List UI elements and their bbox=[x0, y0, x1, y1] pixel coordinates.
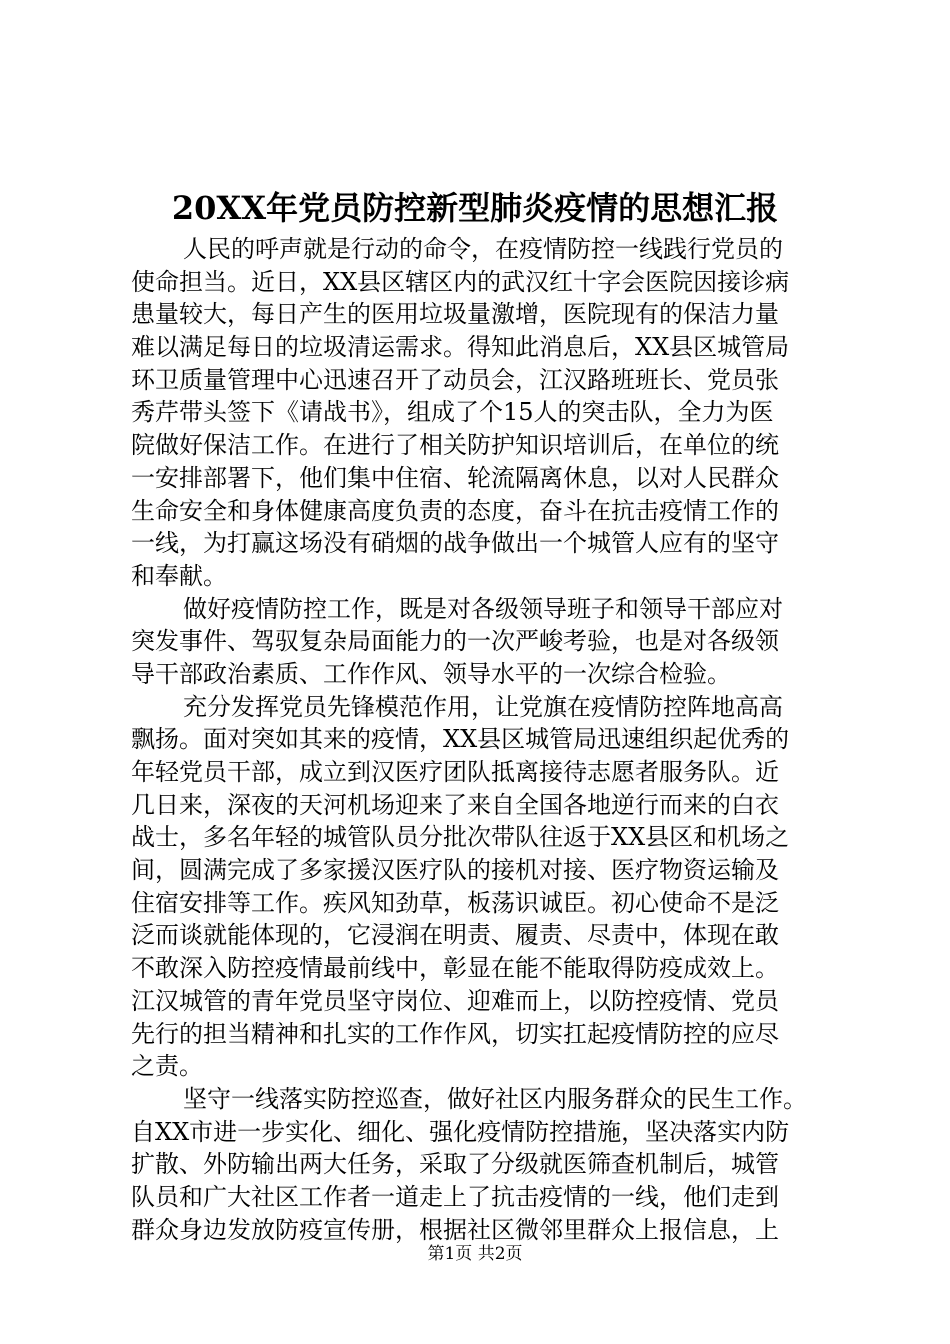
text-line: 充分发挥党员先锋模范作用，让党旗在疫情防控阵地高高 bbox=[183, 692, 783, 721]
text-line: 坚守一线落实防控巡查，做好社区内服务群众的民生工作。 bbox=[183, 1084, 807, 1113]
text-line: 一线，为打赢这场没有硝烟的战争做出一个城管人应有的坚守 bbox=[131, 529, 779, 558]
text-line: 导干部政治素质、工作作风、领导水平的一次综合检验。 bbox=[131, 659, 731, 688]
text-line: 人民的呼声就是行动的命令，在疫情防控一线践行党员的 bbox=[183, 235, 783, 263]
text-line: 先行的担当精神和扎实的工作作风，切实扛起疫情防控的应尽 bbox=[131, 1019, 779, 1048]
text-line: 年轻党员干部，成立到汉医疗团队抵离接待志愿者服务队。近 bbox=[131, 758, 779, 786]
text-line: 生命安全和身体健康高度负责的态度，奋斗在抗击疫情工作的 bbox=[131, 496, 779, 525]
text-line: 住宿安排等工作。疾风知劲草，板荡识诚臣。初心使命不是泛 bbox=[131, 888, 779, 917]
text-line: 群众身边发放防疫宣传册，根据社区微邻里群众上报信息，上 bbox=[131, 1215, 779, 1244]
text-line: 之责。 bbox=[131, 1052, 203, 1081]
text-line: 自XX市进一步实化、细化、强化疫情防控措施，坚决落实内防 bbox=[131, 1117, 790, 1146]
text-line: 环卫质量管理中心迅速召开了动员会，江汉路班班长、党员张 bbox=[131, 365, 779, 394]
text-line: 飘扬。面对突如其来的疫情，XX县区城管局迅速组织起优秀的 bbox=[131, 725, 790, 754]
text-line: 一安排部署下，他们集中住宿、轮流隔离休息，以对人民群众 bbox=[131, 463, 779, 492]
text-line: 不敢深入防控疫情最前线中，彰显在能不能取得防疫成效上。 bbox=[131, 954, 779, 983]
text-line: 扩散、外防输出两大任务，采取了分级就医筛查机制后，城管 bbox=[131, 1150, 779, 1179]
text-line: 战士，多名年轻的城管队员分批次带队往返于XX县区和机场之 bbox=[131, 823, 790, 852]
text-line: 做好疫情防控工作，既是对各级领导班子和领导干部应对 bbox=[183, 594, 783, 623]
text-line: 队员和广大社区工作者一道走上了抗击疫情的一线，他们走到 bbox=[131, 1182, 779, 1211]
text-line: 使命担当。近日，XX县区辖区内的武汉红十字会医院因接诊病 bbox=[131, 267, 790, 296]
page-footer: 第1页 共2页 bbox=[427, 1244, 523, 1264]
text-line: 患量较大，每日产生的医用垃圾量激增，医院现有的保洁力量 bbox=[131, 300, 779, 329]
text-line: 秀芹带头签下《请战书》，组成了个15人的突击队，全力为医 bbox=[131, 398, 774, 427]
text-line: 泛而谈就能体现的，它浸润在明责、履责、尽责中，体现在敢 bbox=[131, 921, 779, 950]
document-title: 20XX年党员防控新型肺炎疫情的思想汇报 bbox=[171, 189, 779, 227]
text-line: 和奉献。 bbox=[131, 561, 227, 590]
text-line: 突发事件、驾驭复杂局面能力的一次严峻考验，也是对各级领 bbox=[131, 627, 779, 656]
text-line: 几日来，深夜的天河机场迎来了来自全国各地逆行而来的白衣 bbox=[131, 790, 779, 819]
text-line: 院做好保洁工作。在进行了相关防护知识培训后，在单位的统 bbox=[131, 431, 779, 460]
document-body bbox=[131, 233, 847, 1246]
text-line: 江汉城管的青年党员坚守岗位、迎难而上，以防控疫情、党员 bbox=[131, 986, 779, 1015]
text-line: 难以满足每日的垃圾清运需求。得知此消息后，XX县区城管局 bbox=[131, 333, 790, 362]
text-line: 间，圆满完成了多家援汉医疗队的接机对接、医疗物资运输及 bbox=[131, 856, 779, 885]
